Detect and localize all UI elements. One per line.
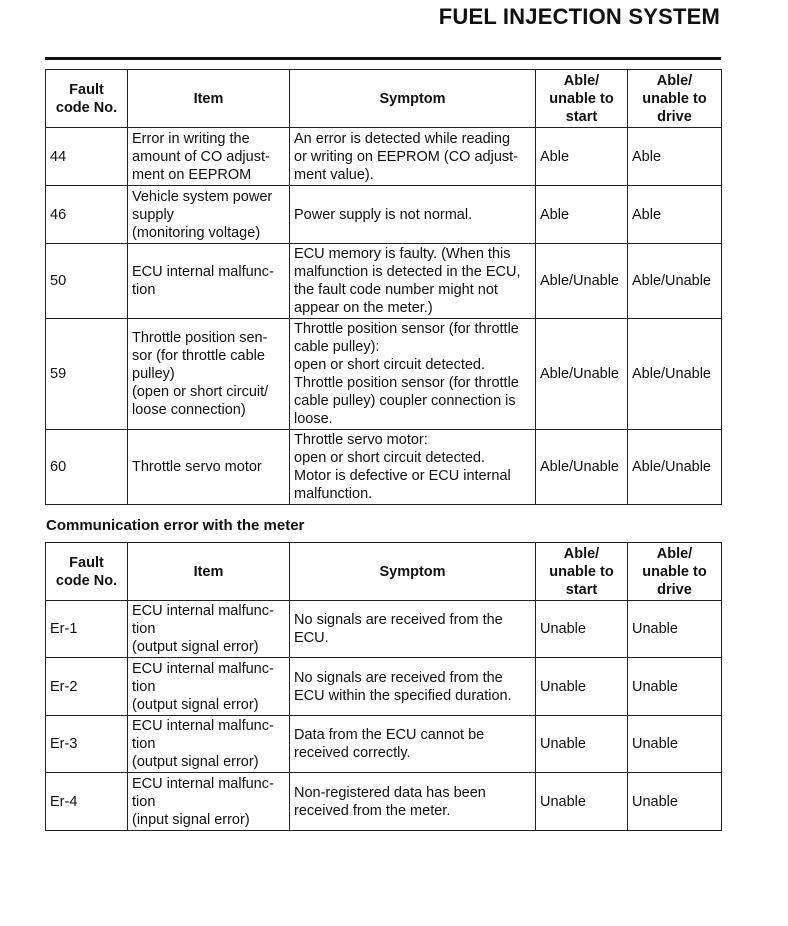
fault-code-cell: 59: [46, 319, 128, 430]
header-rule: [45, 57, 721, 60]
drive-cell: Unable: [628, 773, 722, 831]
item-cell: Error in writing the amount of CO adjust- ment on EEPROM: [128, 128, 290, 186]
symptom-cell: ECU memory is faulty. (When this malfunction is detected in the ECU, the fault code number might not appear on the meter.): [290, 244, 536, 319]
item-cell: Throttle position sen- sor (for throttle cable pulley) (open or short circuit/ loose connection): [128, 319, 290, 430]
header-start: Able/ unable to start: [536, 70, 628, 128]
symptom-cell: Data from the ECU cannot be received correctly.: [290, 716, 536, 773]
table-row: [46, 716, 722, 773]
symptom-cell: Throttle position sensor (for throttle cable pulley): open or short circuit detected. Throttle position sensor (for throttle cable pulley) coupler connection is loose.: [290, 319, 536, 430]
start-cell: Unable: [536, 658, 628, 716]
header-item: Item: [128, 70, 290, 128]
table-row: [46, 319, 722, 430]
fault-code-cell: Er-3: [46, 716, 128, 773]
start-cell: Able/Unable: [536, 430, 628, 505]
fault-code-cell: Er-2: [46, 658, 128, 716]
fault-code-cell: 60: [46, 430, 128, 505]
item-cell: ECU internal malfunc- tion (output signal error): [128, 658, 290, 716]
start-cell: Unable: [536, 601, 628, 658]
start-cell: Unable: [536, 773, 628, 831]
fault-code-cell: 44: [46, 128, 128, 186]
header-fault-code: Fault code No.: [46, 70, 128, 128]
table-row: [46, 773, 722, 831]
table-row: [46, 658, 722, 716]
drive-cell: Able: [628, 128, 722, 186]
item-cell: Throttle servo motor: [128, 430, 290, 505]
header-fault-code: Fault code No.: [46, 543, 128, 601]
symptom-cell: No signals are received from the ECU.: [290, 601, 536, 658]
fault-code-cell: Er-1: [46, 601, 128, 658]
item-cell: Vehicle system power supply (monitoring voltage): [128, 186, 290, 244]
item-cell: ECU internal malfunc- tion (output signal error): [128, 601, 290, 658]
drive-cell: Able/Unable: [628, 244, 722, 319]
drive-cell: Unable: [628, 658, 722, 716]
start-cell: Able: [536, 128, 628, 186]
symptom-cell: Power supply is not normal.: [290, 186, 536, 244]
symptom-cell: No signals are received from the ECU within the specified duration.: [290, 658, 536, 716]
table-row: [46, 430, 722, 505]
drive-cell: Able/Unable: [628, 319, 722, 430]
table-row: [46, 186, 722, 244]
header-item: Item: [128, 543, 290, 601]
item-cell: ECU internal malfunc- tion: [128, 244, 290, 319]
symptom-cell: An error is detected while reading or writing on EEPROM (CO adjust- ment value).: [290, 128, 536, 186]
drive-cell: Able: [628, 186, 722, 244]
header-symptom: Symptom: [290, 70, 536, 128]
header-drive: Able/ unable to drive: [628, 543, 722, 601]
start-cell: Able: [536, 186, 628, 244]
symptom-cell: Non-registered data has been received from the meter.: [290, 773, 536, 831]
start-cell: Able/Unable: [536, 244, 628, 319]
drive-cell: Able/Unable: [628, 430, 722, 505]
section-heading: Communication error with the meter: [46, 517, 305, 534]
fault-code-cell: Er-4: [46, 773, 128, 831]
item-cell: ECU internal malfunc- tion (output signal error): [128, 716, 290, 773]
item-cell: ECU internal malfunc- tion (input signal error): [128, 773, 290, 831]
table-row: [46, 244, 722, 319]
header-symptom: Symptom: [290, 543, 536, 601]
symptom-cell: Throttle servo motor: open or short circuit detected. Motor is defective or ECU internal malfunction.: [290, 430, 536, 505]
fault-code-table: [45, 69, 722, 505]
page-title: FUEL INJECTION SYSTEM: [438, 4, 720, 29]
communication-error-table: [45, 542, 722, 831]
drive-cell: Unable: [628, 716, 722, 773]
fault-code-cell: 46: [46, 186, 128, 244]
drive-cell: Unable: [628, 601, 722, 658]
start-cell: Unable: [536, 716, 628, 773]
table-row: [46, 601, 722, 658]
start-cell: Able/Unable: [536, 319, 628, 430]
fault-code-cell: 50: [46, 244, 128, 319]
table-row: [46, 128, 722, 186]
header-drive: Able/ unable to drive: [628, 70, 722, 128]
header-start: Able/ unable to start: [536, 543, 628, 601]
